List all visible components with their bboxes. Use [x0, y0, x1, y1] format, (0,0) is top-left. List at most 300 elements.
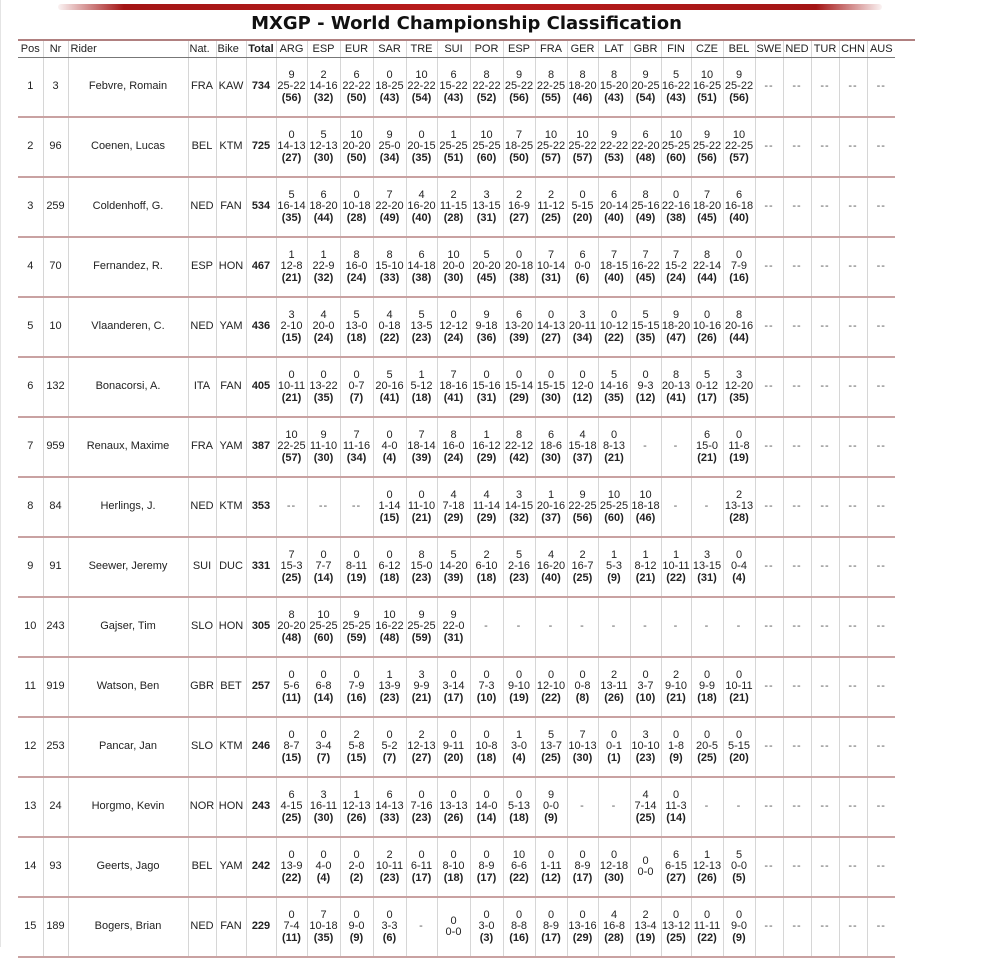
moto-scores: 20-11	[568, 320, 597, 333]
round-result-cell: --	[839, 58, 867, 118]
bonus-points: 5	[735, 848, 743, 861]
round-total: (56)	[697, 151, 717, 164]
table-row	[18, 597, 895, 657]
cell-rider: Bonacorsi, A.	[68, 357, 188, 417]
bonus-points: 6	[547, 428, 555, 441]
cell-nr: 919	[43, 657, 68, 717]
round-total: (25)	[541, 211, 561, 224]
moto-scores: 15-0	[410, 560, 433, 573]
bonus-points: 7	[418, 428, 425, 441]
round-total: (34)	[379, 151, 400, 164]
bonus-points: 2	[610, 668, 618, 681]
round-total: (40)	[541, 571, 561, 584]
bonus-points: 9	[320, 428, 327, 441]
bonus-points: 9	[386, 128, 393, 141]
round-result-cell: --	[839, 357, 867, 417]
moto-scores: 18-16	[439, 380, 468, 393]
moto-scores: 20-14	[599, 200, 629, 213]
round-result-cell	[406, 597, 437, 657]
round-result-cell: -	[598, 597, 630, 657]
round-total: (14)	[313, 691, 334, 704]
round-total: (7)	[382, 751, 397, 764]
moto-scores: 3-3	[381, 920, 398, 933]
bonus-points: 6	[672, 848, 680, 861]
round-result-cell	[340, 537, 373, 597]
table-row	[18, 357, 895, 417]
bonus-points: 0	[610, 308, 618, 321]
round-total: (9)	[349, 931, 364, 944]
round-result-cell	[567, 237, 598, 297]
bonus-points: 5	[386, 368, 393, 381]
moto-scores: 2-16	[507, 560, 531, 573]
round-result-cell	[630, 477, 661, 537]
round-total: (9)	[669, 751, 683, 764]
bonus-points: 0	[547, 668, 555, 681]
round-total: (46)	[635, 511, 656, 524]
round-result-cell: --	[783, 417, 811, 477]
cell-nat: SLO	[188, 717, 216, 777]
cell-nr: 91	[43, 537, 68, 597]
moto-scores: 13-15	[692, 560, 722, 573]
round-result-cell	[661, 58, 691, 118]
round-total: (18)	[443, 871, 464, 884]
round-result-cell	[691, 417, 723, 477]
moto-scores: 15-10	[375, 260, 404, 273]
moto-scores: 5-6	[283, 680, 300, 693]
moto-scores: 0-8	[574, 680, 591, 693]
bonus-points: 0	[735, 728, 743, 741]
round-result-cell	[307, 597, 340, 657]
round-total: (21)	[281, 391, 302, 404]
round-result-cell	[406, 777, 437, 837]
bonus-points: 0	[515, 908, 523, 921]
round-total: (19)	[729, 451, 749, 464]
round-total: (21)	[604, 451, 624, 464]
bonus-points: 0	[450, 308, 457, 321]
round-result-cell	[503, 237, 535, 297]
moto-scores: 11-11	[693, 920, 721, 933]
moto-scores: 15-3	[280, 560, 303, 573]
cell-total: 534	[246, 177, 276, 237]
moto-scores: 25-22	[536, 140, 566, 153]
bonus-points: 8	[418, 548, 425, 561]
bonus-points: 0	[320, 728, 327, 741]
round-total: (21)	[411, 691, 432, 704]
round-result-cell: -	[661, 597, 691, 657]
bonus-points: 8	[642, 188, 649, 201]
moto-scores: 11-10	[309, 440, 338, 453]
round-result-cell	[340, 357, 373, 417]
cell-nr: 24	[43, 777, 68, 837]
round-result-cell	[406, 417, 437, 477]
moto-scores: 3-7	[637, 680, 654, 693]
bonus-points: 8	[353, 248, 360, 261]
bonus-points: 3	[515, 488, 523, 501]
moto-scores: 4-0	[381, 440, 398, 453]
round-result-cell: --	[811, 897, 839, 957]
round-total: (41)	[666, 391, 686, 404]
moto-scores: 7-9	[731, 260, 747, 273]
round-result-cell	[723, 417, 755, 477]
round-total: (11)	[282, 931, 301, 944]
round-result-cell	[470, 477, 503, 537]
round-result-cell	[437, 357, 470, 417]
round-result-cell	[307, 897, 340, 957]
round-total: (29)	[443, 511, 464, 524]
round-result-cell: --	[867, 297, 895, 357]
moto-scores: 9-3	[637, 380, 654, 393]
round-total: (50)	[346, 91, 367, 104]
bonus-points: 0	[515, 368, 523, 381]
bonus-points: 5	[703, 368, 711, 381]
round-total: (39)	[443, 571, 464, 584]
round-result-cell	[470, 237, 503, 297]
round-result-cell	[373, 717, 406, 777]
table-row	[18, 297, 895, 357]
moto-scores: 16-22	[375, 620, 404, 633]
round-result-cell: -	[406, 897, 437, 957]
moto-scores: 22-20	[631, 140, 660, 153]
moto-scores: 25-0	[378, 140, 401, 153]
round-total: (31)	[697, 571, 717, 584]
cell-nr: 3	[43, 58, 68, 118]
bonus-points: 7	[579, 728, 586, 741]
round-result-cell: --	[340, 477, 373, 537]
bonus-points: 1	[450, 128, 457, 141]
round-total: (54)	[635, 91, 656, 104]
bonus-points: 0	[579, 848, 586, 861]
bonus-points: 0	[579, 908, 586, 921]
round-total: (4)	[512, 751, 526, 764]
round-result-cell	[567, 537, 598, 597]
round-result-cell	[630, 897, 661, 957]
bonus-points: 7	[547, 248, 555, 261]
col-header-pos: Pos	[18, 41, 43, 58]
bonus-points: 3	[483, 188, 490, 201]
moto-scores: 10-11	[662, 560, 690, 573]
moto-scores: 22-0	[442, 620, 465, 633]
moto-scores: 16-20	[407, 200, 436, 213]
round-result-cell	[723, 237, 755, 297]
round-total: (42)	[509, 451, 529, 464]
round-result-cell: --	[839, 297, 867, 357]
cell-pos: 13	[18, 777, 43, 837]
moto-scores: 7-16	[410, 800, 433, 813]
cell-total: 305	[246, 597, 276, 657]
round-result-cell	[307, 357, 340, 417]
round-total: (56)	[509, 91, 529, 104]
round-total: (56)	[281, 91, 302, 104]
bonus-points: 10	[415, 68, 428, 81]
moto-scores: 15-20	[599, 80, 629, 93]
cell-total: 353	[246, 477, 276, 537]
round-total: (27)	[281, 151, 302, 164]
moto-scores: 10-18	[309, 920, 338, 933]
col-header-nat: Nat.	[188, 41, 216, 58]
round-result-cell: --	[276, 477, 307, 537]
cell-nr: 253	[43, 717, 68, 777]
moto-scores: 25-25	[472, 140, 501, 153]
cell-pos: 2	[18, 117, 43, 177]
round-total: (18)	[411, 391, 432, 404]
moto-scores: 3-14	[442, 680, 465, 693]
moto-scores: 22-12	[504, 440, 534, 453]
moto-scores: 16-8	[602, 920, 626, 933]
bonus-points: 5	[610, 368, 618, 381]
bonus-points: 6	[353, 68, 360, 81]
round-result-cell	[567, 717, 598, 777]
round-result-cell	[598, 717, 630, 777]
moto-scores: 18-18	[631, 500, 660, 513]
bonus-points: 8	[579, 68, 586, 81]
cell-total: 405	[246, 357, 276, 417]
round-total: (29)	[476, 511, 497, 524]
round-total: (33)	[379, 811, 400, 824]
round-result-cell	[373, 537, 406, 597]
round-result-cell	[661, 237, 691, 297]
round-result-cell	[503, 177, 535, 237]
moto-scores: 20-20	[277, 620, 306, 633]
round-result-cell	[437, 897, 470, 957]
bonus-points: 7	[703, 188, 711, 201]
col-header-round: SWE	[755, 41, 783, 58]
moto-scores: 13-7	[539, 740, 563, 753]
round-total: (43)	[379, 91, 400, 104]
round-result-cell: --	[811, 717, 839, 777]
round-result-cell	[276, 297, 307, 357]
bonus-points: 0	[672, 728, 680, 741]
moto-scores: 0-7	[348, 380, 365, 393]
round-result-cell	[373, 477, 406, 537]
round-total: (21)	[666, 691, 686, 704]
round-result-cell	[437, 837, 470, 897]
moto-scores: 4-15	[280, 800, 303, 813]
round-total: (30)	[541, 451, 561, 464]
round-total: (19)	[635, 931, 656, 944]
moto-scores: 20-15	[407, 140, 436, 153]
bonus-points: 5	[547, 728, 555, 741]
moto-scores: 9-11	[442, 740, 465, 753]
round-result-cell	[437, 417, 470, 477]
cell-rider: Horgmo, Kevin	[68, 777, 188, 837]
round-total: (9)	[732, 931, 746, 944]
moto-scores: 13-20	[504, 320, 534, 333]
round-result-cell: --	[783, 477, 811, 537]
cell-rider: Gajser, Tim	[68, 597, 188, 657]
round-total: (17)	[476, 871, 497, 884]
moto-scores: 16-9	[507, 200, 531, 213]
round-result-cell	[503, 897, 535, 957]
round-result-cell	[373, 597, 406, 657]
bonus-points: 10	[669, 128, 683, 141]
bonus-points: 2	[579, 548, 586, 561]
round-result-cell	[503, 717, 535, 777]
bonus-points: 7	[672, 248, 680, 261]
round-result-cell	[661, 837, 691, 897]
round-result-cell	[535, 837, 567, 897]
moto-scores: 20-0	[312, 320, 335, 333]
round-result-cell: --	[839, 657, 867, 717]
round-result-cell	[691, 177, 723, 237]
round-result-cell	[661, 357, 691, 417]
bonus-points: 7	[288, 548, 295, 561]
moto-scores: 16-11	[309, 800, 338, 813]
round-result-cell: --	[839, 777, 867, 837]
round-total: (21)	[729, 691, 749, 704]
moto-scores: 7-4	[283, 920, 300, 933]
bonus-points: 5	[353, 308, 360, 321]
moto-scores: 5-2	[381, 740, 398, 753]
bonus-points: 5	[320, 128, 327, 141]
col-header-round: FIN	[661, 41, 691, 58]
bonus-points: 7	[386, 188, 393, 201]
bonus-points: 0	[547, 308, 555, 321]
moto-scores: 13-4	[634, 920, 657, 933]
bonus-points: 9	[418, 608, 425, 621]
bonus-points: 7	[320, 908, 327, 921]
round-total: (40)	[604, 211, 624, 224]
moto-scores: 25-16	[631, 200, 660, 213]
moto-scores: 13-11	[600, 680, 628, 693]
moto-scores: 10-12	[599, 320, 629, 333]
round-total: (44)	[697, 271, 717, 284]
bonus-points: 0	[735, 548, 743, 561]
bonus-points: 0	[672, 908, 680, 921]
round-result-cell: -	[691, 777, 723, 837]
round-result-cell: --	[839, 477, 867, 537]
round-result-cell	[661, 177, 691, 237]
round-result-cell	[567, 357, 598, 417]
col-header-rider: Rider	[68, 41, 188, 58]
round-total: (21)	[697, 451, 717, 464]
moto-scores: 22-9	[312, 260, 335, 273]
round-result-cell: --	[811, 597, 839, 657]
bonus-points: 4	[483, 488, 490, 501]
moto-scores: 9-0	[348, 920, 365, 933]
bonus-points: 6	[418, 248, 425, 261]
round-result-cell: --	[755, 597, 783, 657]
bonus-points: 8	[515, 428, 523, 441]
round-result-cell	[470, 657, 503, 717]
round-total: (25)	[635, 811, 656, 824]
bonus-points: 2	[547, 188, 555, 201]
round-total: (49)	[635, 211, 656, 224]
round-result-cell	[691, 297, 723, 357]
bonus-points: 6	[703, 428, 711, 441]
round-total: (35)	[281, 211, 302, 224]
round-result-cell: --	[839, 417, 867, 477]
round-result-cell	[340, 777, 373, 837]
bonus-points: 2	[418, 728, 425, 741]
bonus-points: 0	[353, 188, 360, 201]
bonus-points: 0	[320, 548, 327, 561]
moto-scores: 18-20	[692, 200, 722, 213]
moto-scores: 20-13	[661, 380, 691, 393]
bonus-points: 0	[642, 368, 649, 381]
round-result-cell: --	[755, 297, 783, 357]
moto-scores: 1-11	[540, 860, 562, 873]
moto-scores: 10-14	[536, 260, 566, 273]
col-header-round: LAT	[598, 41, 630, 58]
cell-pos: 4	[18, 237, 43, 297]
bonus-points: 10	[607, 488, 621, 501]
table-row	[18, 177, 895, 237]
table-row	[18, 837, 895, 897]
round-result-cell: --	[755, 777, 783, 837]
classification-table	[18, 41, 895, 958]
round-result-cell	[276, 237, 307, 297]
bonus-points: 0	[386, 428, 393, 441]
moto-scores: 18-20	[661, 320, 691, 333]
table-row	[18, 417, 895, 477]
round-result-cell	[276, 117, 307, 177]
round-result-cell	[535, 177, 567, 237]
moto-scores: 0-12	[695, 380, 719, 393]
moto-scores: 14-16	[309, 80, 338, 93]
round-total: (38)	[411, 271, 432, 284]
moto-scores: 25-22	[692, 140, 722, 153]
bonus-points: 0	[288, 848, 295, 861]
round-result-cell	[437, 477, 470, 537]
round-result-cell	[503, 417, 535, 477]
round-total: (57)	[281, 451, 302, 464]
round-total: (12)	[541, 871, 561, 884]
round-result-cell: -	[691, 477, 723, 537]
bonus-points: 8	[450, 428, 457, 441]
round-total: (35)	[313, 391, 334, 404]
bonus-points: 2	[386, 848, 393, 861]
round-result-cell	[723, 177, 755, 237]
moto-scores: 25-22	[568, 140, 597, 153]
cell-pos: 7	[18, 417, 43, 477]
header-row	[18, 41, 895, 58]
bonus-points: 0	[579, 368, 586, 381]
bonus-points: 0	[735, 668, 743, 681]
round-result-cell	[598, 297, 630, 357]
moto-scores: 22-25	[568, 500, 597, 513]
round-total: (44)	[313, 211, 334, 224]
cell-rider: Coldenhoff, G.	[68, 177, 188, 237]
round-result-cell	[470, 837, 503, 897]
round-total: (45)	[697, 211, 717, 224]
moto-scores: 14-15	[504, 500, 534, 513]
round-result-cell	[340, 58, 373, 118]
round-total: (18)	[346, 331, 367, 344]
round-result-cell: --	[867, 777, 895, 837]
round-total: (18)	[697, 691, 717, 704]
bonus-points: 0	[483, 368, 490, 381]
cell-rider: Fernandez, R.	[68, 237, 188, 297]
bonus-points: 6	[386, 788, 393, 801]
moto-scores: 16-14	[277, 200, 306, 213]
round-total: (22)	[379, 331, 400, 344]
moto-scores: 0-4	[731, 560, 747, 573]
moto-scores: 9-10	[507, 680, 531, 693]
bonus-points: 0	[353, 368, 360, 381]
bonus-points: 2	[320, 68, 327, 81]
bonus-points: 1	[386, 668, 393, 681]
round-total: (25)	[572, 571, 593, 584]
round-result-cell	[373, 777, 406, 837]
bonus-points: 6	[579, 248, 586, 261]
moto-scores: 12-13	[309, 140, 338, 153]
round-total: (24)	[666, 271, 686, 284]
round-total: (57)	[541, 151, 561, 164]
bonus-points: 6	[320, 188, 327, 201]
moto-scores: 25-22	[724, 80, 754, 93]
moto-scores: 5-15	[571, 200, 594, 213]
round-result-cell	[661, 897, 691, 957]
